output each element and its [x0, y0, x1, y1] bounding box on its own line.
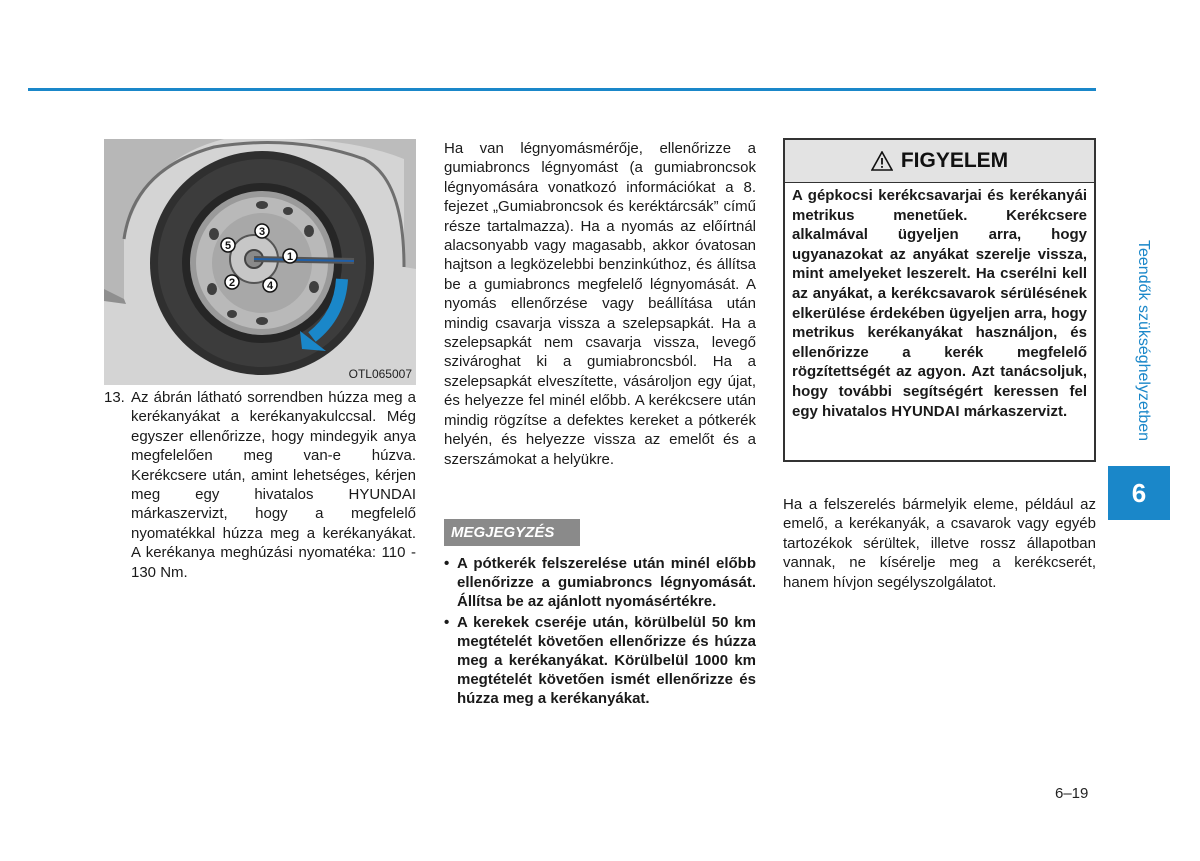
note-item: • A kerekek cseréje után, körülbelül 50 km megtételét követően ellenőrizze és húzza meg a kerékanyákat. Körülbelül 1000 km megtételét követően ismét ellenőrizze és húzza meg a kerékanyákat.	[444, 614, 756, 707]
header-rule	[28, 88, 1096, 91]
step-number: 13.	[104, 389, 125, 406]
warning-title: FIGYELEM	[900, 149, 1009, 172]
bullet-icon: •	[444, 614, 450, 632]
note-badge: MEGJEGYZÉS	[444, 519, 580, 546]
page-number: 6–19	[1055, 785, 1089, 802]
nut-number-5: 5	[224, 240, 232, 252]
figure-code: OTL065007	[348, 367, 412, 381]
wheel-illustration	[104, 139, 416, 385]
chapter-tab: 6	[1108, 466, 1170, 520]
warning-header	[785, 140, 1094, 183]
warning-box	[783, 138, 1096, 462]
nut-number-4: 4	[266, 280, 274, 292]
note-item: • A pótkerék felszerelése után minél előbb ellenőrizze a gumiabroncs légnyomását. Állítsa be az ajánlott nyomásértékre.	[444, 555, 756, 610]
damaged-equipment-paragraph: Ha a felszerelés bármelyik eleme, például az emelő, a kerékanyák, a csavarok vagy egyéb tartozékok sérültek, illetve rossz állapotban vannak, ne kísérelje meg a kerékcserét, hanem hívjon segélyszolgálatot.	[783, 496, 1096, 591]
note-list	[444, 555, 756, 711]
warning-text: A gépkocsi kerékcsavarjai és kerékanyái metrikus menetűek. Kerékcsere alkalmával ügyeljen arra, hogy ugyanazokat az anyákat szerelje vissza, mint amelyeket leszerelt. Ha cserélni kell az anyákat, a kerékcsavarok sérülésének elkerülése érdekében ügyeljen arra, hogy metrikus kerékanyákat használjon, és ellenőrizze a kerék megfelelő rögzítettségét az agyon. Azt tanácsoljuk, hogy további segítségért keressen fel egy hivatalos HYUNDAI márkaszervizt.	[792, 187, 1087, 420]
bullet-icon: •	[444, 555, 450, 572]
nut-number-2: 2	[228, 277, 236, 289]
nut-number-1: 1	[286, 251, 294, 263]
nut-number-3: 3	[258, 226, 266, 238]
warning-triangle-icon	[871, 151, 893, 171]
tire-pressure-section	[444, 139, 756, 469]
step-13	[104, 388, 416, 582]
tire-pressure-paragraph: Ha van légnyomásmérője, ellenőrizze a gumiabroncs légnyomást (a gumiabroncsok légnyomására vonatkozó információkat a 8. fejezet „Gumiabroncsok és keréktárcsák” című része tartalmazza). Ha a nyomás az előírtnál alacsonyabb vagy magasabb, akkor óvatosan hajtson a legközelebbi benzinkúthoz, és állítsa be a gumiabroncs megfelelő légnyomását. A nyomás ellenőrzése vagy beállítása után mindig csavarja vissza a szelepsapkát. Ha a szelepsapkát nem csavarja vissza, levegő szivároghat ki a gumiabroncsból. Ha a szelepsapkát elveszítette, vásároljon egy újat, és helyezze fel minél előbb. A kerékcsere után mindig rögzítse a defektes kereket a pótkerék helyén, és helyezze vissza az emelőt és a szerszámokat a helyükre.	[444, 140, 756, 468]
step-text: Az ábrán látható sorrendben húzza meg a kerékanyákat a kerékanyakulccsal. Még egyszer ellenőrizze, hogy mindegyik anya megfelelően meg van-e húzva. Kerékcsere után, amint lehetséges, kérjen meg egy hivatalos HYUNDAI márkaszervizt, hogy a megfelelő nyomatékkal húzza meg a kerékanyákat. A kerékanya meghúzási nyomatéka: 110 - 130 Nm.	[131, 389, 416, 581]
section-title: Teendők szükséghelyzetben	[1135, 240, 1152, 442]
